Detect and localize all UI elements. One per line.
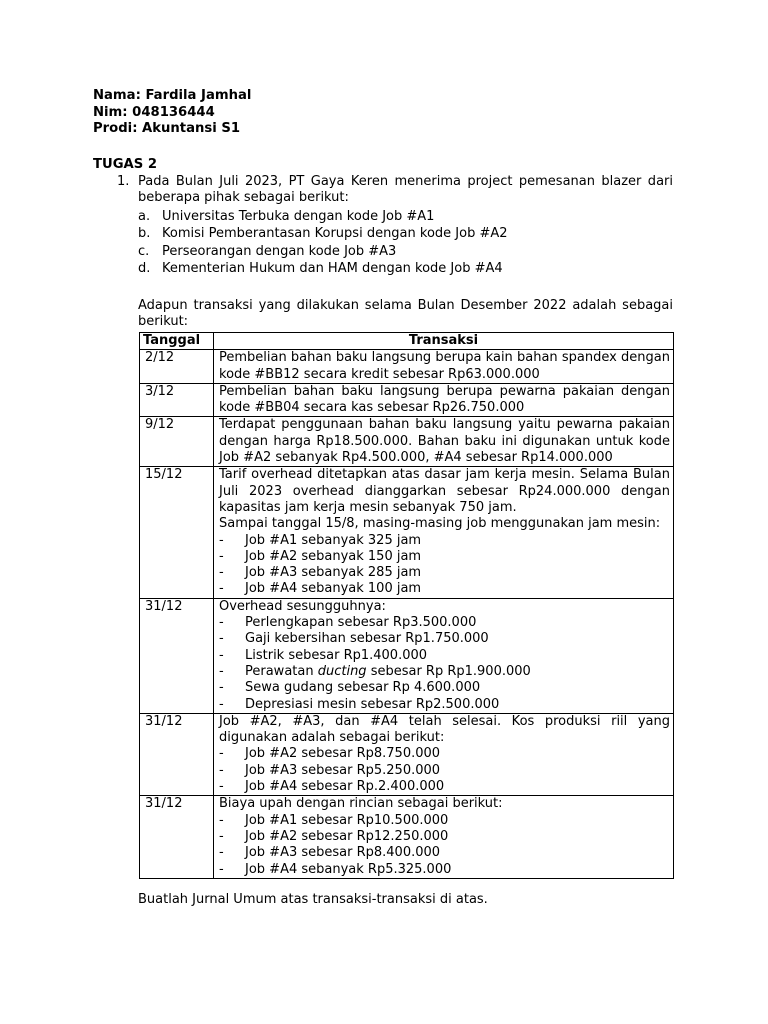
dash-item-text: Job #A3 sebanyak 285 jam: [245, 565, 422, 581]
dash-item: [219, 533, 670, 549]
row-date: 9/12: [140, 417, 214, 467]
dash-item: [219, 697, 670, 713]
student-info: [93, 88, 251, 138]
option-text: Perseorangan dengan kode Job #A3: [162, 243, 397, 259]
dash-item-text-pre: Perawatan: [245, 663, 318, 679]
header-date: Tanggal: [140, 333, 214, 350]
task-title: TUGAS 2: [93, 157, 157, 172]
row-text: Terdapat penggunaan bahan baku langsung yaitu pewarna pakaian dengan harga Rp18.500.000. Bahan baku ini digunakan untuk kode Job #A2 sebanyak Rp4.500.000, #A4 sebesar Rp14.000.000: [214, 417, 674, 467]
table-row: [140, 417, 674, 467]
header-transaction: Transaksi: [214, 333, 674, 350]
dash-marker: -: [219, 696, 224, 712]
row-text: Pembelian bahan baku langsung berupa pewarna pakaian dengan kode #BB04 secara kas sebesar Rp26.750.000: [214, 383, 674, 417]
dash-item: [219, 549, 670, 565]
student-name: Nama: Fardila Jamhal: [93, 88, 252, 103]
table-row: [140, 383, 674, 417]
dash-item-text: Job #A4 sebanyak 100 jam: [245, 581, 422, 597]
dash-marker: -: [219, 861, 224, 877]
dash-marker: -: [219, 779, 224, 795]
dash-item: [219, 565, 670, 581]
dash-marker: -: [219, 615, 224, 631]
option-letter: a.: [138, 209, 151, 224]
dash-item-text: Job #A4 sebanyak Rp5.325.000: [245, 861, 452, 877]
option-letter: c.: [138, 243, 150, 259]
row-content: [214, 796, 674, 878]
dash-item: [219, 779, 670, 795]
option-text: Universitas Terbuka dengan kode Job #A1: [162, 209, 435, 224]
dash-item-text: Job #A4 sebesar Rp.2.400.000: [245, 779, 445, 795]
question-number: 1.: [117, 174, 130, 189]
row-content: [214, 598, 674, 713]
dash-marker: -: [219, 631, 224, 647]
row-subtext: Sampai tanggal 15/8, masing-masing job menggunakan jam mesin:: [219, 516, 661, 532]
dash-item-text: Depresiasi mesin sebesar Rp2.500.000: [245, 696, 500, 712]
dash-item-text: Job #A2 sebanyak 150 jam: [245, 548, 422, 564]
dash-item-text: Job #A1 sebesar Rp10.500.000: [245, 812, 449, 828]
dash-marker: -: [219, 548, 224, 564]
table-intro: Adapun transaksi yang dilakukan selama Bulan Desember 2022 adalah sebagai berikut:: [138, 298, 673, 330]
dash-item: [219, 845, 670, 861]
student-prodi: Prodi: Akuntansi S1: [93, 121, 241, 136]
row-date: 31/12: [140, 796, 214, 878]
dash-marker: -: [219, 680, 224, 696]
dash-item-text-post: sebesar Rp Rp1.900.000: [366, 663, 531, 679]
option-letter: d.: [138, 260, 151, 276]
dash-item-text: Job #A2 sebesar Rp12.250.000: [245, 828, 449, 844]
dash-item: [219, 581, 670, 597]
option-text: Komisi Pemberantasan Korupsi dengan kode Job #A2: [162, 226, 508, 242]
dash-marker: -: [219, 812, 224, 828]
row-text: Overhead sesungguhnya:: [219, 598, 386, 614]
dash-item: [219, 664, 670, 680]
dash-marker: -: [219, 762, 224, 778]
dash-item: [219, 813, 670, 829]
dash-marker: -: [219, 647, 224, 663]
dash-item-text-italic: ducting: [317, 663, 367, 679]
option-letter: b.: [138, 226, 151, 242]
row-date: 31/12: [140, 598, 214, 713]
dash-item: [219, 746, 670, 762]
table-row: [140, 350, 674, 384]
dash-item: [219, 680, 670, 696]
row-content: [214, 467, 674, 598]
dash-item: [219, 763, 670, 779]
dash-item: [219, 862, 670, 878]
table-row: [140, 713, 674, 795]
dash-marker: -: [219, 581, 224, 597]
closing-instruction: Buatlah Jurnal Umum atas transaksi-transaksi di atas.: [138, 892, 488, 907]
dash-item-text: Gaji kebersihan sebesar Rp1.750.000: [245, 631, 489, 647]
row-text: Job #A2, #A3, dan #A4 telah selesai. Kos produksi riil yang digunakan adalah sebagai berikut:: [219, 713, 670, 746]
table-header-row: [140, 333, 674, 350]
option-text: Kementerian Hukum dan HAM dengan kode Job #A4: [162, 260, 503, 276]
dash-marker: -: [219, 746, 224, 762]
transaction-table: [139, 332, 674, 879]
row-date: 3/12: [140, 383, 214, 417]
dash-marker: -: [219, 532, 224, 548]
row-text: Pembelian bahan baku langsung berupa kain bahan spandex dengan kode #BB12 secara kredit sebesar Rp63.000.000: [214, 350, 674, 384]
student-nim: Nim: 048136444: [93, 104, 215, 120]
question-text: Pada Bulan Juli 2023, PT Gaya Keren menerima project pemesanan blazer dari beberapa pihak sebagai berikut:: [138, 174, 673, 206]
row-date: 15/12: [140, 467, 214, 598]
row-text: Biaya upah dengan rincian sebagai berikut:: [219, 796, 503, 812]
table-row: [140, 598, 674, 713]
dash-item: [219, 631, 670, 647]
dash-item: [219, 648, 670, 664]
table-row: [140, 467, 674, 598]
dash-item: [219, 829, 670, 845]
dash-marker: -: [219, 845, 224, 861]
dash-item-text: Job #A1 sebanyak 325 jam: [245, 532, 422, 548]
row-content: [214, 713, 674, 795]
dash-marker: -: [219, 828, 224, 844]
dash-item: [219, 615, 670, 631]
dash-item-text: Perlengkapan sebesar Rp3.500.000: [245, 615, 477, 631]
dash-item-text: Listrik sebesar Rp1.400.000: [245, 647, 428, 663]
row-text: Tarif overhead ditetapkan atas dasar jam kerja mesin. Selama Bulan Juli 2023 overhead dianggarkan sebesar Rp24.000.000 dengan kapasitas jam kerja mesin sebanyak 750 jam.: [219, 467, 670, 515]
row-date: 2/12: [140, 350, 214, 384]
row-date: 31/12: [140, 713, 214, 795]
dash-item-text: Job #A3 sebesar Rp5.250.000: [245, 762, 441, 778]
dash-marker: -: [219, 663, 224, 679]
dash-item-text: Job #A2 sebesar Rp8.750.000: [245, 746, 441, 762]
table-row: [140, 796, 674, 878]
dash-item-text: Job #A3 sebesar Rp8.400.000: [245, 845, 441, 861]
dash-marker: -: [219, 565, 224, 581]
dash-item-text: Sewa gudang sebesar Rp 4.600.000: [245, 680, 481, 696]
